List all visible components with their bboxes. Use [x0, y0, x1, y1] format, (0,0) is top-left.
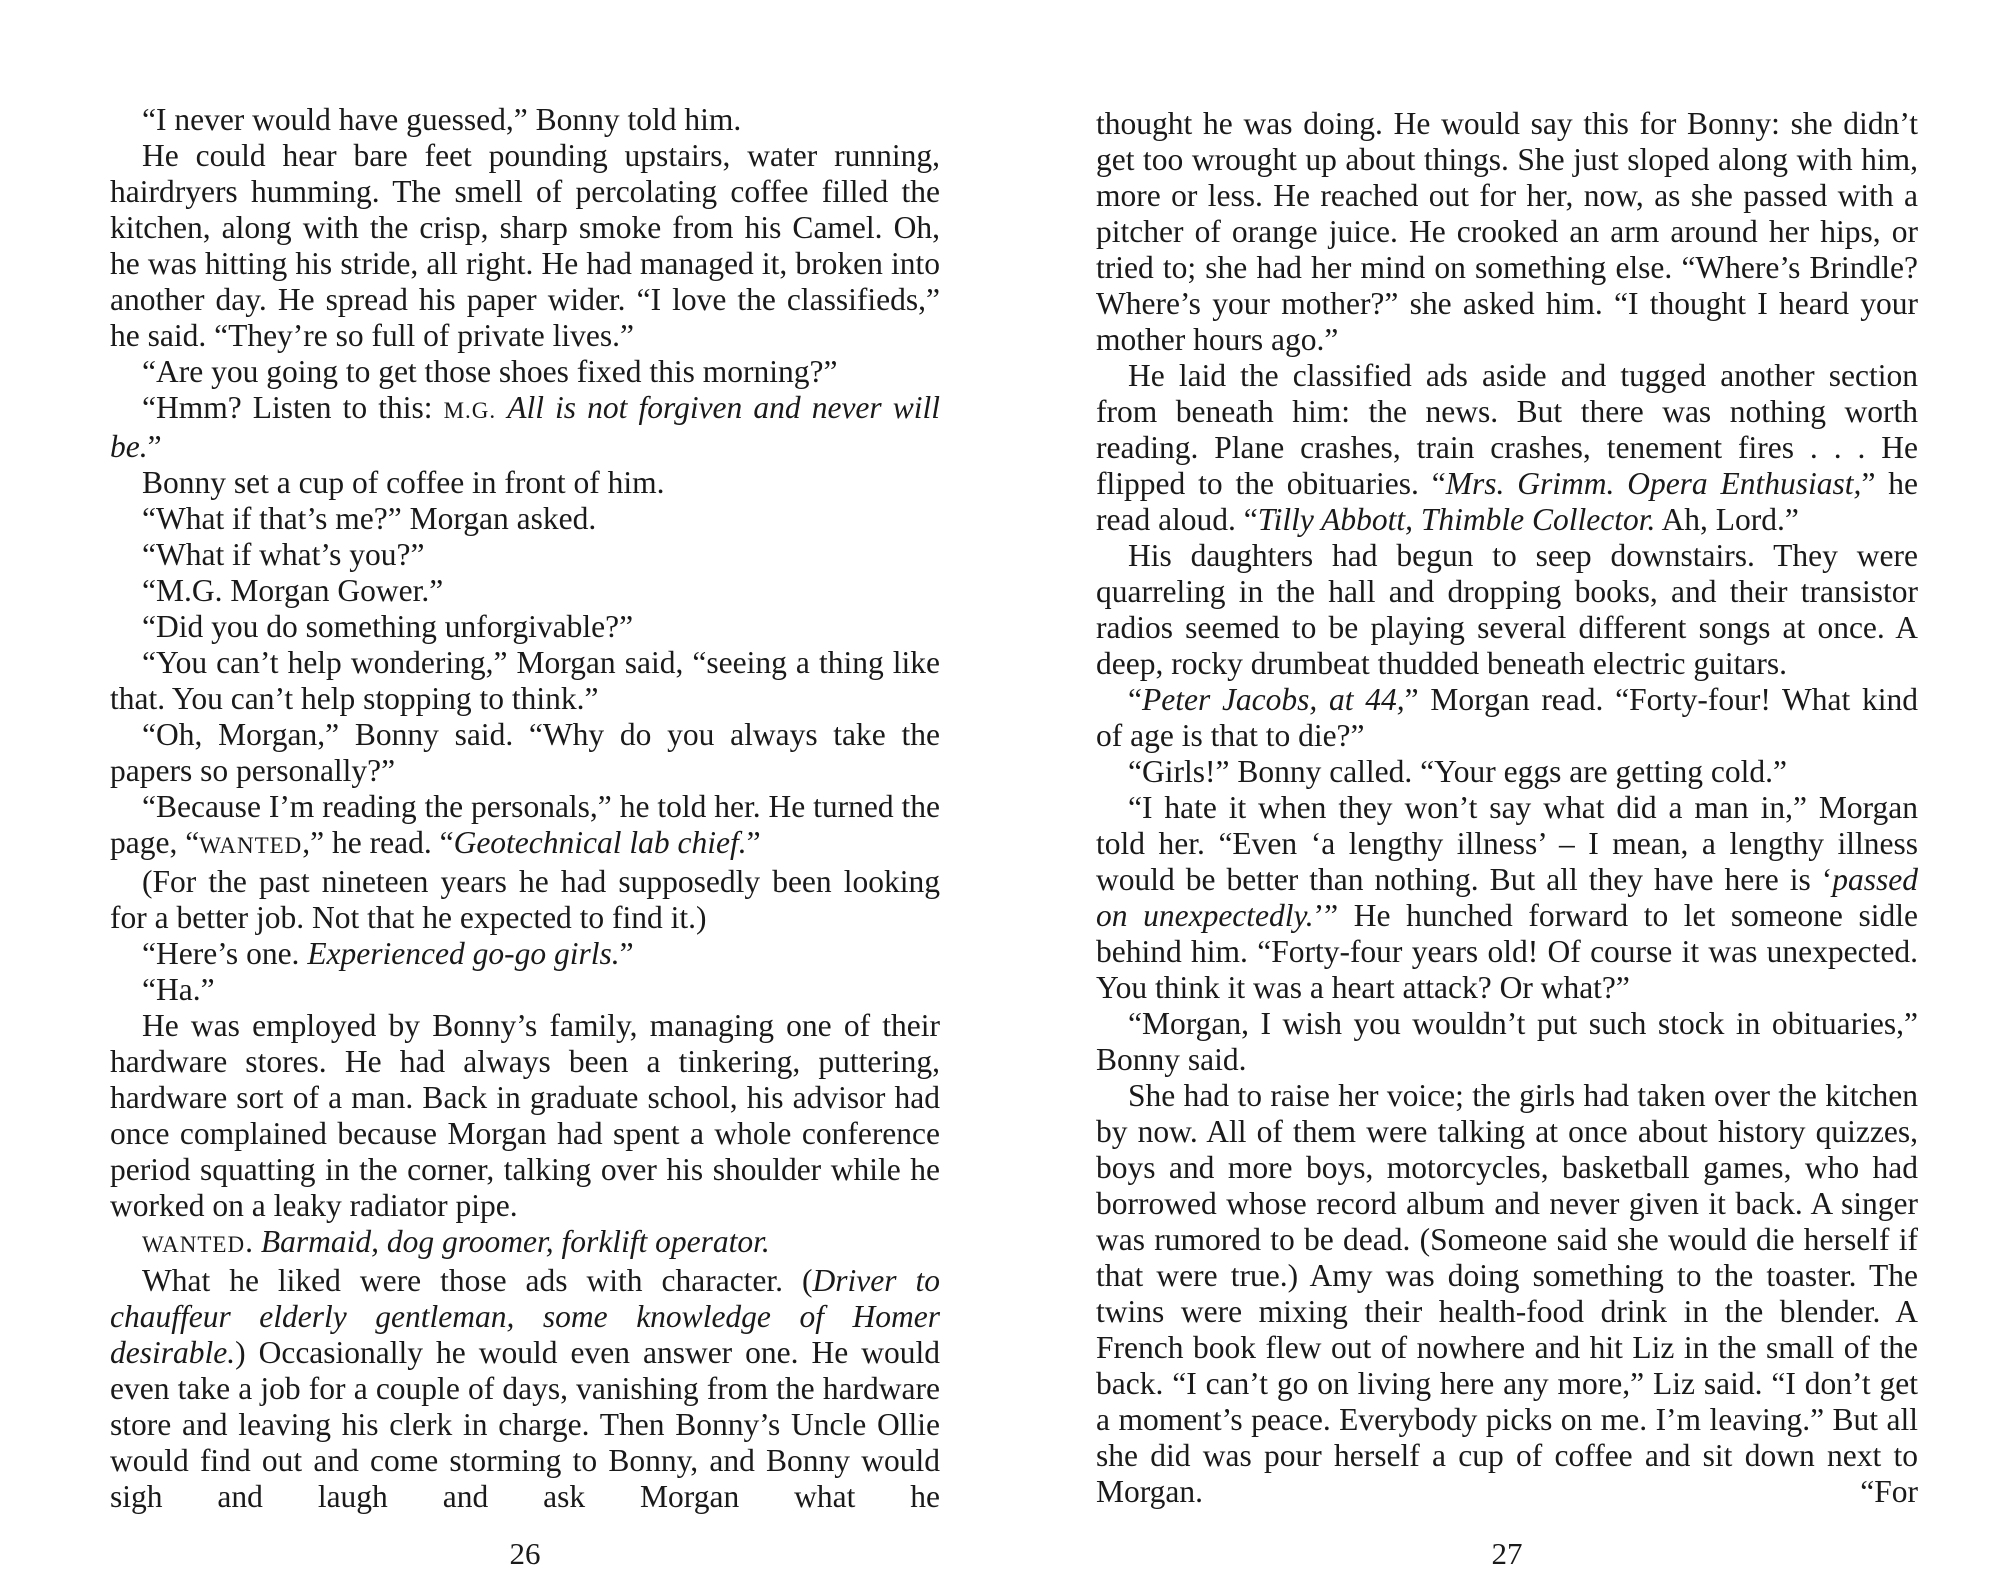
paragraph	[1096, 754, 1918, 790]
text-run: “	[1128, 682, 1142, 717]
paragraph	[110, 390, 940, 465]
text-run	[496, 390, 507, 425]
text-run: He was employed by Bonny’s family, managing one of their hardware stores. He had always been a tinkering, puttering, hardware sort of a man. Back in graduate school, his advisor had once complained because Morgan had spent a whole conference period squatting in the corner, talking over his shoulder while he worked on a leaky radiator pipe.	[110, 1008, 940, 1223]
text-run: “Are you going to get those shoes fixed this morning?”	[142, 354, 838, 389]
italic-text: Mrs. Grimm. Opera Enthusiast,	[1445, 466, 1862, 501]
page-number: 26	[509, 1536, 541, 1571]
small-caps-text: WANTED	[142, 1232, 246, 1257]
text-run: She had to raise her voice; the girls had taken over the kitchen by now. All of them were talking at once about history quizzes, boys and more boys, motorcycles, basketball games, who had borrowed whose record album and never given it back. A singer was rumored to be dead. (Someone said she would die herself if that were true.) Amy was doing something to the toaster. The twins were mixing their health-food drink in the blender. A French book flew out of nowhere and hit Liz in the small of the back. “I can’t go on living here any more,” Liz said. “I don’t get a moment’s peace. Everybody picks on me. I’m leaving.” But all she did was pour herself a cup of coffee and sit down next to Morgan. “For	[1096, 1078, 1918, 1509]
text-run: His daughters had begun to seep downstairs. They were quarreling in the hall and dropping books, and their transistor radios seemed to be playing several different songs at once. A deep, rocky drumbeat thudded beneath electric guitars.	[1096, 538, 1918, 681]
paragraph	[1096, 106, 1918, 358]
text-run: He laid the classified ads aside and tugged another section from beneath him: the news. But there was nothing worth reading. Plane crashes, train crashes, tenement fires . . . He flipped to the obituaries. “	[1096, 358, 1918, 501]
text-run: “You can’t help wondering,” Morgan said, “seeing a thing like that. You can’t help stopping to think.”	[110, 645, 940, 716]
italic-text: Experienced go-go girls.	[307, 936, 620, 971]
text-run: “I hate it when they won’t say what did a man in,” Morgan told her. “Even ‘a lengthy illness’ – I mean, a lengthy illness would be better than nothing. But all they have here is ‘	[1096, 790, 1918, 897]
italic-text: Driver to chauffeur elderly gentleman, some knowledge of Homer desirable.	[110, 1263, 940, 1370]
paragraph	[110, 864, 940, 936]
left-page-text	[110, 102, 940, 1515]
text-run: ) Occasionally he would even answer one. He would even take a job for a couple of days, vanishing from the hardware store and leaving his clerk in charge. Then Bonny’s Uncle Ollie would find out and come storming to Bonny, and Bonny would sigh and laugh and ask Morgan what he	[110, 1335, 940, 1514]
page-number: 27	[1491, 1536, 1523, 1571]
paragraph	[1096, 538, 1918, 682]
text-run: Bonny set a cup of coffee in front of him.	[142, 465, 665, 500]
small-caps-text: WANTED	[199, 833, 303, 858]
paragraph	[110, 645, 940, 717]
text-run: .	[245, 1224, 261, 1259]
italic-text: Peter Jacobs, at 44,	[1141, 682, 1405, 717]
text-run: “Ha.”	[142, 972, 215, 1007]
paragraph	[1096, 1006, 1918, 1078]
text-run: “What if that’s me?” Morgan asked.	[142, 501, 597, 536]
paragraph	[1096, 1078, 1918, 1510]
text-run: What he liked were those ads with character. (	[142, 1263, 813, 1298]
paragraph	[110, 1008, 940, 1224]
paragraph	[1096, 682, 1918, 754]
italic-text: passed on unexpectedly.	[1096, 862, 1918, 933]
text-run: ”	[619, 936, 634, 971]
paragraph	[110, 1224, 940, 1263]
text-run: He could hear bare feet pounding upstairs, water running, hairdryers humming. The smell of percolating coffee filled the kitchen, along with the crisp, sharp smoke from his Camel. Oh, he was hitting his stride, all right. He had managed it, broken into another day. He spread his paper wider. “I love the classifieds,” he said. “They’re so full of private lives.”	[110, 138, 940, 353]
text-run: (For the past nineteen years he had supposedly been looking for a better job. Not that he expected to find it.)	[110, 864, 940, 935]
paragraph	[110, 573, 940, 609]
text-run: “Hmm? Listen to this:	[142, 390, 444, 425]
italic-text: All is not forgiven and never will be.	[110, 390, 941, 464]
text-run: ” Morgan read. “Forty-four! What kind of age is that to die?”	[1096, 682, 1918, 753]
text-run: “Oh, Morgan,” Bonny said. “Why do you always take the papers so personally?”	[110, 717, 940, 788]
paragraph	[110, 102, 940, 138]
text-run: “Because I’m reading the personals,” he told her. He turned the page, “	[110, 789, 940, 860]
right-page-text	[1096, 106, 1918, 1510]
text-run: thought he was doing. He would say this for Bonny: she didn’t get too wrought up about things. She just sloped along with him, more or less. He reached out for her, now, as she passed with a pitcher of orange juice. He crooked an arm around her hips, or tried to; she had her mind on something else. “Where’s Brindle? Where’s your mother?” she asked him. “I thought I heard your mother hours ago.”	[1096, 106, 1918, 357]
paragraph	[1096, 358, 1918, 538]
paragraph	[110, 609, 940, 645]
text-run: “M.G. Morgan Gower.”	[142, 573, 444, 608]
paragraph	[110, 717, 940, 789]
paragraph	[110, 972, 940, 1008]
paragraph	[110, 354, 940, 390]
small-caps-text: M.G.	[443, 398, 497, 423]
text-run: “Girls!” Bonny called. “Your eggs are getting cold.”	[1128, 754, 1787, 789]
right-page	[1000, 0, 2000, 1586]
paragraph	[110, 936, 940, 972]
text-run: “Did you do something unforgivable?”	[142, 609, 634, 644]
text-run: ’” He hunched forward to let someone sidle behind him. “Forty-four years old! Of course it was unexpected. You think it was a heart attack? Or what?”	[1096, 898, 1918, 1005]
text-run: “Morgan, I wish you wouldn’t put such stock in obituaries,” Bonny said.	[1096, 1006, 1918, 1077]
paragraph	[110, 138, 940, 354]
italic-text: Tilly Abbott, Thimble Collector.	[1257, 502, 1656, 537]
text-run: ,” he read. “	[302, 825, 454, 860]
text-run: “I never would have guessed,” Bonny told him.	[142, 102, 742, 137]
paragraph	[110, 465, 940, 501]
paragraph	[110, 789, 940, 864]
italic-text: Barmaid, dog groomer, forklift operator.	[260, 1224, 770, 1259]
italic-text: Geotechnical lab chief.	[453, 825, 747, 860]
text-run: “What if what’s you?”	[142, 537, 425, 572]
text-run: ”	[746, 825, 761, 860]
paragraph	[110, 501, 940, 537]
text-run: ”	[147, 429, 162, 464]
paragraph	[110, 1263, 940, 1515]
text-run: ” he read aloud. “	[1096, 466, 1919, 537]
paragraph	[1096, 790, 1918, 1006]
paragraph	[110, 537, 940, 573]
text-run: “Here’s one.	[142, 936, 308, 971]
text-run: Ah, Lord.”	[1655, 502, 1799, 537]
